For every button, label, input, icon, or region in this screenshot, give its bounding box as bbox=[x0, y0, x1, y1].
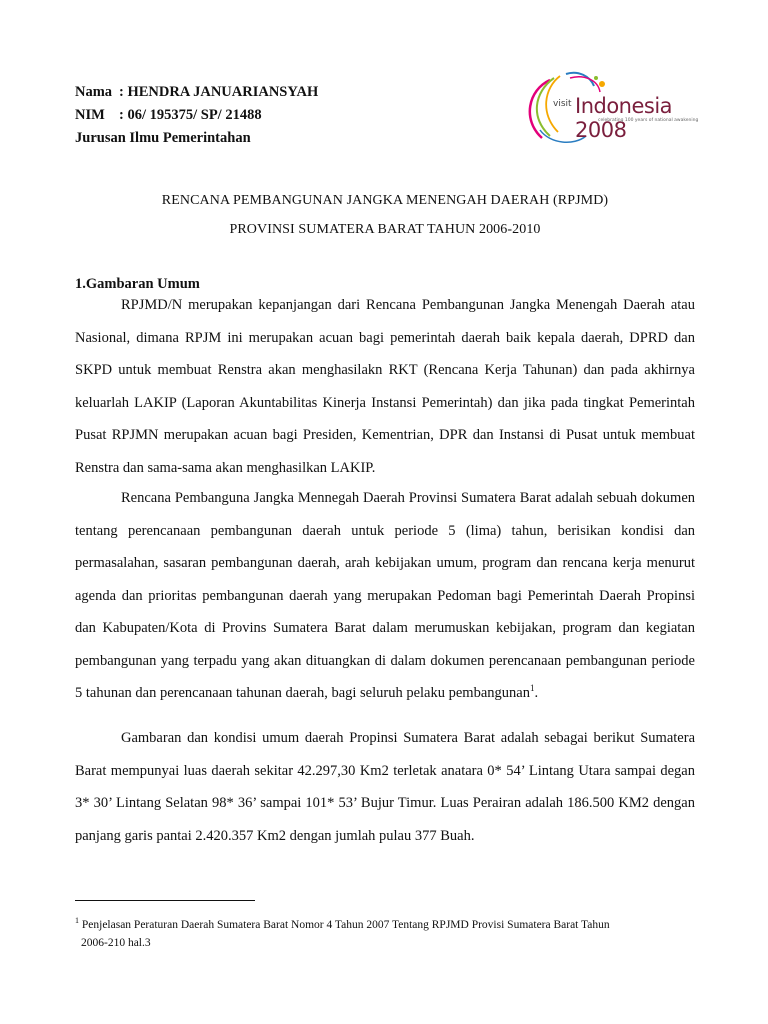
paragraph-2-text: Rencana Pembanguna Jangka Mennegah Daerah Provinsi Sumatera Barat adalah sebuah dokumen tentang perencanaan pembangunan daerah untuk periode 5 (lima) tahun, berisikan kondisi dan permasalahan, sasaran pembangunan daerah, arah kebijakan umum, program dan rencana kerja menurut agenda dan prioritas pembangunan daerah yang merupakan Pedoman bagi Pemerintah Daerah Propinsi dan Kabupaten/Kota di Provins Sumatera Barat dalam merumuskan kebijakan, program dan kegiatan pembangunan yang terpadu yang akan dituangkan di dalam dokumen perencanaan pembangunan periode 5 tahunan dan perencanaan tahunan daerah, bagi seluruh pelaku pembangunan bbox=[75, 490, 695, 701]
nim-line bbox=[75, 105, 262, 125]
document-title-line-2: PROVINSI SUMATERA BARAT TAHUN 2006-2010 bbox=[229, 222, 541, 237]
footnote-divider bbox=[75, 900, 255, 901]
logo-wordmark: Indonesia 2008 bbox=[575, 94, 673, 142]
paragraph-2-end: . bbox=[534, 685, 539, 701]
department-line bbox=[75, 128, 251, 148]
paragraph-3: Gambaran dan kondisi umum daerah Propinsi Sumatera Barat adalah sebagai berikut Sumatera Barat mempunyai luas daerah sekitar 42.297,30 Km2 terletak anatara 0* 54’ Lintang Utara sampai degan 3* 30’ Lintang Selatan 98* 36’ sampai 101* 53’ Bujur Timur. Luas Perairan adalah 186.500 KM2 dengan panjang garis pantai 2.420.357 Km2 dengan jumlah pulau 377 Buah. bbox=[75, 730, 695, 844]
document-title-line-1: RENCANA PEMBANGUNAN JANGKA MENENGAH DAERAH (RPJMD) bbox=[161, 193, 609, 208]
paragraph-1: RPJMD/N merupakan kepanjangan dari Rencana Pembangunan Jangka Menengah Daerah atau Nasional, dimana RPJM ini merupakan acuan bagi pemerintah daerah baik kepala daerah, DPRD dan SKPD untuk membuat Renstra akan menghasilakn RKT (Rencana Kerja Tahunan) dan pada akhirnya keluarlah LAKIP (Laporan Akuntabilitas Kinerja Instansi Pemerintah) dan jika pada tingkat Pemerintah Pusat RPJMN merupakan acuan bagi Presiden, Kementrian, DPR dan Instansi di Pusat untuk membuat Renstra dan sama-sama akan menghasilkan LAKIP. bbox=[75, 297, 695, 476]
department: Jurusan Ilmu Pemerintahan bbox=[75, 130, 251, 146]
logo-tagline: celebrating 100 years of national awakening bbox=[598, 118, 699, 123]
footnote bbox=[75, 912, 695, 952]
nim-label: NIM bbox=[75, 107, 105, 123]
logo-visit-text: visit bbox=[553, 99, 572, 109]
name-label: Nama bbox=[75, 84, 113, 100]
name-value: : HENDRA JANUARIANSYAH bbox=[119, 84, 319, 100]
footnote-ref: 1 bbox=[529, 683, 535, 694]
footnote-marker: 1 bbox=[75, 916, 79, 925]
footnote-text-line-1: Penjelasan Peraturan Daerah Sumatera Barat Nomor 4 Tahun 2007 Tentang RPJMD Provisi Sumatera Barat Tahun bbox=[79, 918, 610, 931]
footnote-text-line-2: 2006-210 hal.3 bbox=[81, 936, 151, 949]
nim-value: : 06/ 195375/ SP/ 21488 bbox=[119, 107, 262, 123]
name-line bbox=[75, 82, 318, 102]
visit-indonesia-logo bbox=[520, 70, 710, 152]
section-heading: 1.Gambaran Umum bbox=[75, 276, 200, 292]
paragraph-2 bbox=[75, 482, 695, 710]
